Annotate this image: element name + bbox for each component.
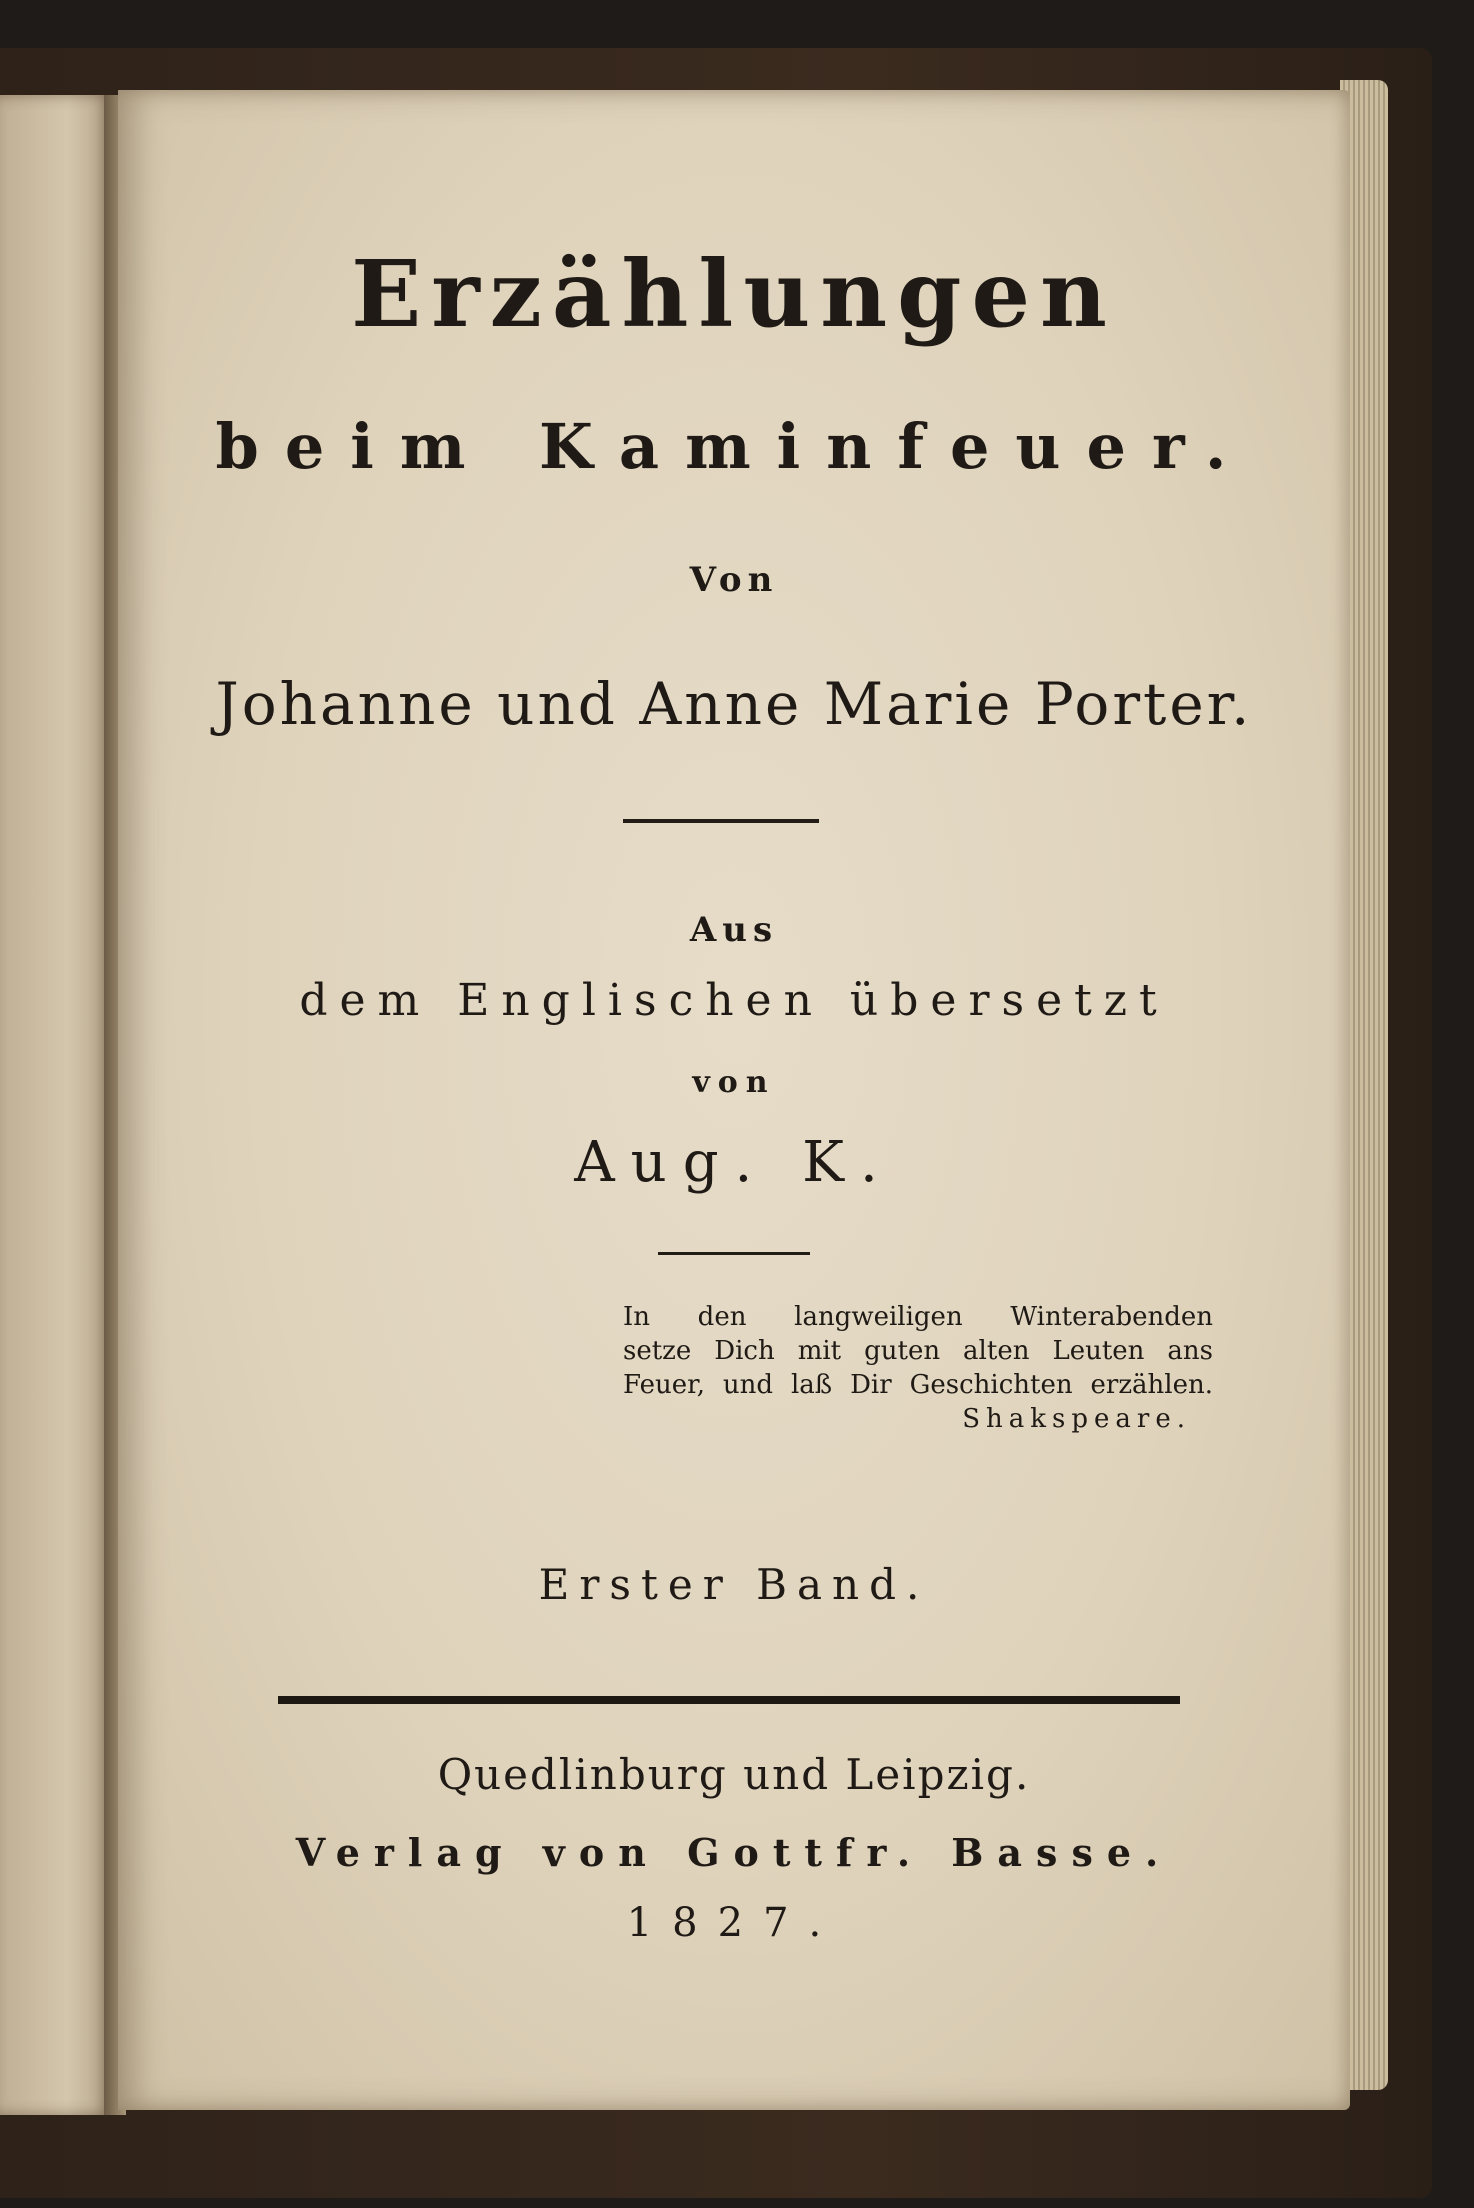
facing-page-edge — [0, 95, 112, 2115]
epigraph-line: setze Dich mit guten alten Leuten ans — [623, 1336, 1213, 1366]
translation-note: dem Englischen übersetzt — [299, 975, 1169, 1026]
by-label-2: von — [692, 1065, 776, 1100]
divider-rule-2 — [658, 1252, 810, 1255]
book-title: Erzählungen — [351, 240, 1117, 348]
imprint-year: 1827. — [626, 1900, 842, 1946]
imprint-rule — [278, 1696, 1180, 1704]
epigraph — [623, 1300, 1213, 1436]
translator: Aug. K. — [574, 1130, 894, 1195]
authors: Johanne und Anne Marie Porter. — [215, 670, 1253, 738]
by-label: Von — [689, 560, 779, 600]
imprint-place: Quedlinburg und Leipzig. — [437, 1750, 1031, 1799]
from-label: Aus — [689, 910, 779, 950]
epigraph-attribution: Shakspeare. — [962, 1404, 1191, 1434]
epigraph-line: Feuer, und laß Dir Geschichten erzählen. — [623, 1370, 1213, 1400]
volume-label: Erster Band. — [538, 1560, 930, 1609]
epigraph-line: In den langweiligen Winterabenden — [623, 1302, 1213, 1332]
imprint-publisher: Verlag von Gottfr. Basse. — [295, 1830, 1173, 1875]
divider-rule — [623, 819, 819, 823]
title-page — [118, 90, 1350, 2110]
book-subtitle: beim Kaminfeuer. — [215, 410, 1253, 483]
